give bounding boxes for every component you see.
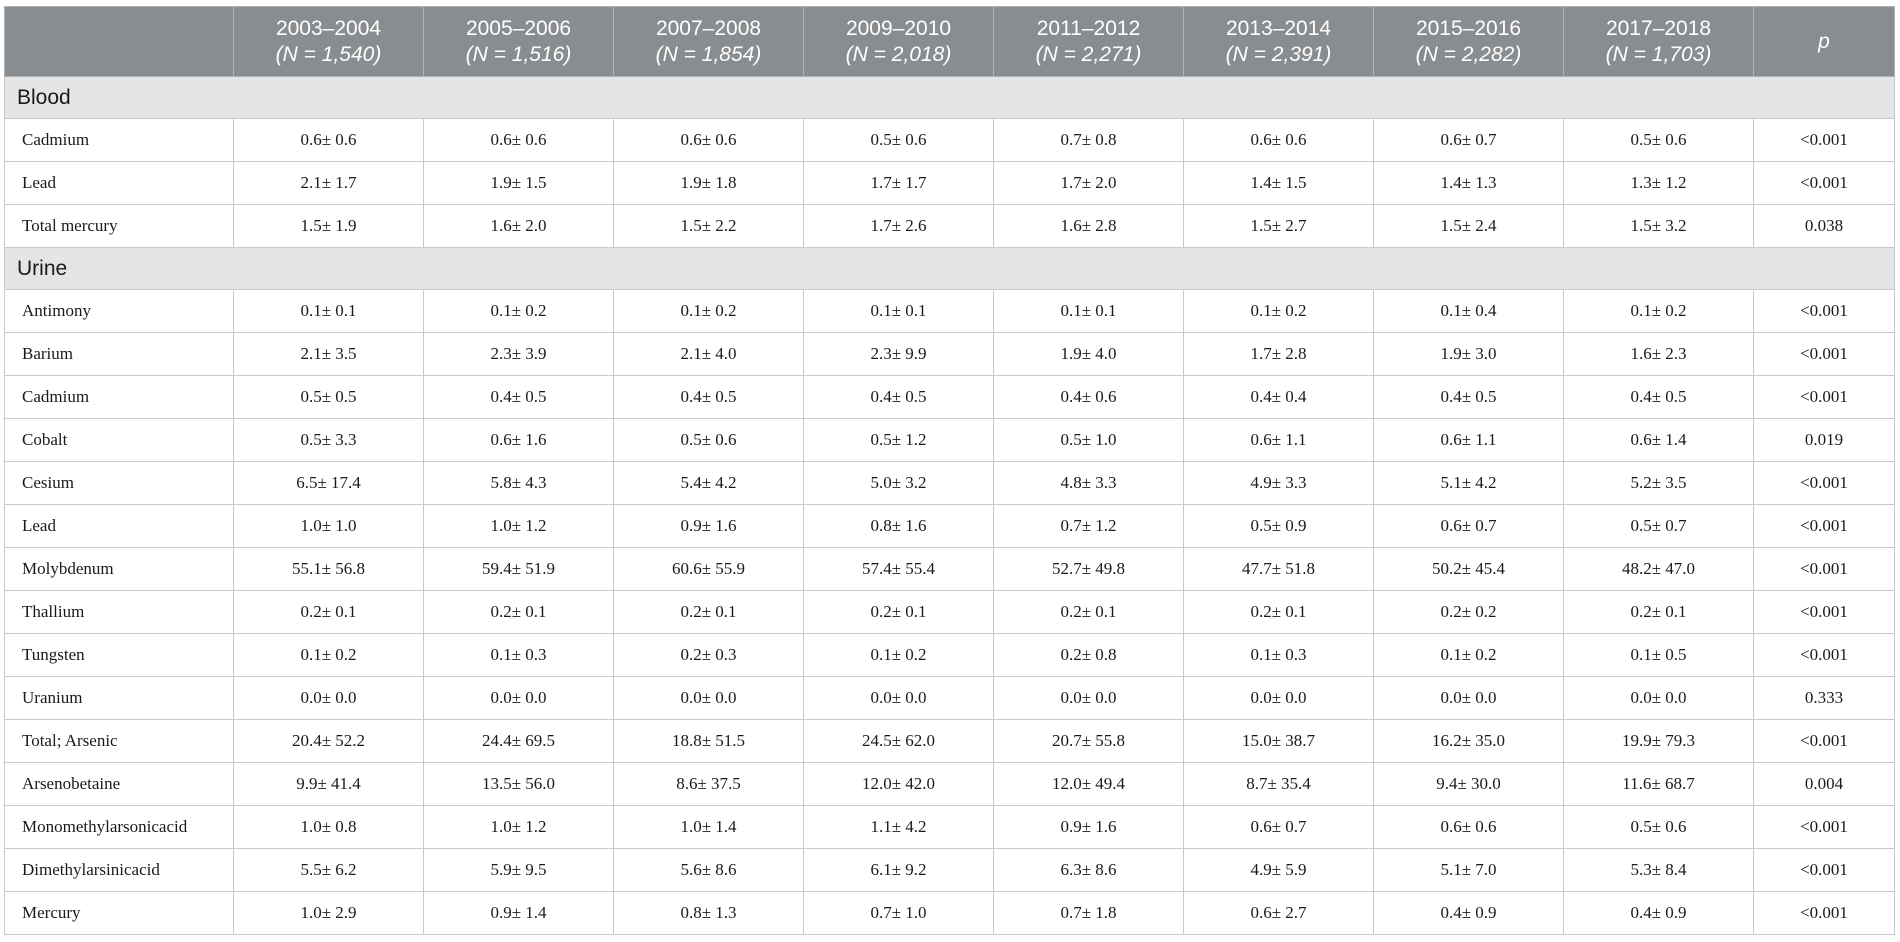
- header-sample-size: (N = 2,018): [845, 42, 952, 66]
- value-cell: 0.4± 0.6: [994, 376, 1184, 419]
- value-cell: 5.9± 9.5: [424, 849, 614, 892]
- value-cell: 0.2± 0.1: [234, 591, 424, 634]
- row-label: Cobalt: [5, 419, 234, 462]
- value-cell: 18.8± 51.5: [614, 720, 804, 763]
- value-cell: 0.1± 0.2: [1184, 290, 1374, 333]
- value-cell: 0.6± 0.7: [1374, 505, 1564, 548]
- row-label: Cesium: [5, 462, 234, 505]
- value-cell: 48.2± 47.0: [1564, 548, 1754, 591]
- value-cell: 0.5± 0.6: [614, 419, 804, 462]
- value-cell: 1.6± 2.0: [424, 205, 614, 248]
- value-cell: 0.9± 1.4: [424, 892, 614, 935]
- header-period-2009-2010: [804, 7, 994, 77]
- value-cell: 1.0± 0.8: [234, 806, 424, 849]
- p-value-cell: <0.001: [1754, 162, 1895, 205]
- value-cell: 0.2± 0.3: [614, 634, 804, 677]
- value-cell: 0.8± 1.6: [804, 505, 994, 548]
- value-cell: 4.8± 3.3: [994, 462, 1184, 505]
- header-period-2011-2012: [994, 7, 1184, 77]
- value-cell: 5.0± 3.2: [804, 462, 994, 505]
- table-row: [5, 162, 1895, 205]
- section-title: Urine: [5, 248, 1895, 290]
- metals-table-container: [4, 6, 1894, 935]
- value-cell: 0.1± 0.3: [1184, 634, 1374, 677]
- header-row: [5, 7, 1895, 77]
- row-label: Total mercury: [5, 205, 234, 248]
- header-years: 2015–2016: [1415, 16, 1522, 40]
- value-cell: 1.6± 2.3: [1564, 333, 1754, 376]
- p-value-cell: 0.004: [1754, 763, 1895, 806]
- header-sample-size: (N = 2,271): [1035, 42, 1142, 66]
- table-row: [5, 720, 1895, 763]
- table-row: [5, 849, 1895, 892]
- table-row: [5, 119, 1895, 162]
- value-cell: 0.4± 0.5: [1374, 376, 1564, 419]
- p-value-cell: <0.001: [1754, 548, 1895, 591]
- header-sample-size: (N = 2,282): [1415, 42, 1522, 66]
- header-period-2015-2016: [1374, 7, 1564, 77]
- value-cell: 5.8± 4.3: [424, 462, 614, 505]
- value-cell: 20.4± 52.2: [234, 720, 424, 763]
- header-empty-cell: [5, 7, 234, 77]
- value-cell: 2.3± 9.9: [804, 333, 994, 376]
- value-cell: 0.6± 1.1: [1374, 419, 1564, 462]
- table-row: [5, 763, 1895, 806]
- value-cell: 0.8± 1.3: [614, 892, 804, 935]
- p-value-cell: 0.333: [1754, 677, 1895, 720]
- value-cell: 1.1± 4.2: [804, 806, 994, 849]
- header-period-2007-2008: [614, 7, 804, 77]
- value-cell: 0.6± 1.1: [1184, 419, 1374, 462]
- value-cell: 1.7± 2.8: [1184, 333, 1374, 376]
- value-cell: 0.1± 0.4: [1374, 290, 1564, 333]
- value-cell: 20.7± 55.8: [994, 720, 1184, 763]
- value-cell: 4.9± 3.3: [1184, 462, 1374, 505]
- value-cell: 19.9± 79.3: [1564, 720, 1754, 763]
- value-cell: 0.0± 0.0: [1184, 677, 1374, 720]
- value-cell: 0.2± 0.1: [614, 591, 804, 634]
- row-label: Dimethylarsinicacid: [5, 849, 234, 892]
- value-cell: 5.1± 4.2: [1374, 462, 1564, 505]
- table-row: [5, 333, 1895, 376]
- value-cell: 1.4± 1.5: [1184, 162, 1374, 205]
- value-cell: 0.6± 0.6: [614, 119, 804, 162]
- value-cell: 4.9± 5.9: [1184, 849, 1374, 892]
- header-p-value: [1754, 7, 1895, 77]
- value-cell: 0.4± 0.9: [1564, 892, 1754, 935]
- value-cell: 2.3± 3.9: [424, 333, 614, 376]
- value-cell: 0.5± 0.7: [1564, 505, 1754, 548]
- value-cell: 0.1± 0.2: [234, 634, 424, 677]
- value-cell: 59.4± 51.9: [424, 548, 614, 591]
- table-row: [5, 806, 1895, 849]
- row-label: Molybdenum: [5, 548, 234, 591]
- value-cell: 0.1± 0.2: [804, 634, 994, 677]
- value-cell: 5.1± 7.0: [1374, 849, 1564, 892]
- header-sample-size: (N = 1,516): [465, 42, 572, 66]
- value-cell: 0.7± 1.0: [804, 892, 994, 935]
- header-period-2013-2014: [1184, 7, 1374, 77]
- value-cell: 5.2± 3.5: [1564, 462, 1754, 505]
- value-cell: 15.0± 38.7: [1184, 720, 1374, 763]
- value-cell: 0.5± 1.2: [804, 419, 994, 462]
- value-cell: 0.0± 0.0: [1564, 677, 1754, 720]
- p-value-cell: <0.001: [1754, 333, 1895, 376]
- table-row: [5, 892, 1895, 935]
- p-value-cell: <0.001: [1754, 376, 1895, 419]
- header-period-2003-2004: [234, 7, 424, 77]
- value-cell: 1.7± 2.0: [994, 162, 1184, 205]
- p-value-cell: <0.001: [1754, 720, 1895, 763]
- value-cell: 0.6± 0.6: [424, 119, 614, 162]
- table-body: [5, 77, 1895, 935]
- row-label: Arsenobetaine: [5, 763, 234, 806]
- value-cell: 47.7± 51.8: [1184, 548, 1374, 591]
- table-row: [5, 677, 1895, 720]
- value-cell: 5.6± 8.6: [614, 849, 804, 892]
- value-cell: 0.0± 0.0: [804, 677, 994, 720]
- value-cell: 0.1± 0.2: [614, 290, 804, 333]
- value-cell: 0.1± 0.2: [424, 290, 614, 333]
- section-row: [5, 77, 1895, 119]
- value-cell: 5.5± 6.2: [234, 849, 424, 892]
- value-cell: 50.2± 45.4: [1374, 548, 1564, 591]
- value-cell: 8.7± 35.4: [1184, 763, 1374, 806]
- value-cell: 0.1± 0.1: [234, 290, 424, 333]
- value-cell: 0.2± 0.2: [1374, 591, 1564, 634]
- row-label: Mercury: [5, 892, 234, 935]
- value-cell: 52.7± 49.8: [994, 548, 1184, 591]
- row-label: Total; Arsenic: [5, 720, 234, 763]
- value-cell: 0.6± 0.7: [1374, 119, 1564, 162]
- header-period-2005-2006: [424, 7, 614, 77]
- header-years: 2011–2012: [1036, 16, 1141, 40]
- value-cell: 5.4± 4.2: [614, 462, 804, 505]
- header-years: 2007–2008: [655, 16, 762, 40]
- value-cell: 0.6± 0.6: [234, 119, 424, 162]
- value-cell: 1.9± 1.8: [614, 162, 804, 205]
- value-cell: 0.7± 1.8: [994, 892, 1184, 935]
- value-cell: 1.0± 1.2: [424, 806, 614, 849]
- value-cell: 1.5± 2.4: [1374, 205, 1564, 248]
- p-value-cell: <0.001: [1754, 290, 1895, 333]
- value-cell: 12.0± 49.4: [994, 763, 1184, 806]
- value-cell: 1.5± 2.2: [614, 205, 804, 248]
- value-cell: 0.0± 0.0: [614, 677, 804, 720]
- value-cell: 0.4± 0.5: [424, 376, 614, 419]
- value-cell: 1.9± 3.0: [1374, 333, 1564, 376]
- row-label: Tungsten: [5, 634, 234, 677]
- value-cell: 0.6± 0.6: [1374, 806, 1564, 849]
- value-cell: 0.9± 1.6: [994, 806, 1184, 849]
- value-cell: 1.7± 2.6: [804, 205, 994, 248]
- value-cell: 0.0± 0.0: [994, 677, 1184, 720]
- value-cell: 9.9± 41.4: [234, 763, 424, 806]
- value-cell: 0.4± 0.5: [614, 376, 804, 419]
- value-cell: 0.6± 2.7: [1184, 892, 1374, 935]
- value-cell: 0.2± 0.1: [804, 591, 994, 634]
- value-cell: 1.5± 1.9: [234, 205, 424, 248]
- p-value-cell: 0.019: [1754, 419, 1895, 462]
- value-cell: 0.4± 0.5: [1564, 376, 1754, 419]
- value-cell: 0.1± 0.1: [994, 290, 1184, 333]
- header-years: 2005–2006: [465, 16, 572, 40]
- value-cell: 1.6± 2.8: [994, 205, 1184, 248]
- value-cell: 0.4± 0.5: [804, 376, 994, 419]
- value-cell: 0.2± 0.8: [994, 634, 1184, 677]
- p-value-cell: <0.001: [1754, 462, 1895, 505]
- table-row: [5, 376, 1895, 419]
- value-cell: 1.0± 1.0: [234, 505, 424, 548]
- header-years: 2009–2010: [845, 16, 952, 40]
- value-cell: 1.9± 4.0: [994, 333, 1184, 376]
- value-cell: 0.0± 0.0: [1374, 677, 1564, 720]
- value-cell: 1.5± 3.2: [1564, 205, 1754, 248]
- value-cell: 0.7± 0.8: [994, 119, 1184, 162]
- row-label: Lead: [5, 162, 234, 205]
- table-row: [5, 290, 1895, 333]
- value-cell: 6.1± 9.2: [804, 849, 994, 892]
- value-cell: 0.5± 0.9: [1184, 505, 1374, 548]
- value-cell: 2.1± 4.0: [614, 333, 804, 376]
- value-cell: 0.2± 0.1: [1184, 591, 1374, 634]
- value-cell: 5.3± 8.4: [1564, 849, 1754, 892]
- section-row: [5, 248, 1895, 290]
- value-cell: 0.5± 3.3: [234, 419, 424, 462]
- p-value-cell: 0.038: [1754, 205, 1895, 248]
- header-sample-size: (N = 1,540): [275, 42, 382, 66]
- value-cell: 0.9± 1.6: [614, 505, 804, 548]
- header-p-label: p: [1818, 29, 1830, 53]
- value-cell: 0.1± 0.2: [1564, 290, 1754, 333]
- header-years: 2003–2004: [275, 16, 382, 40]
- value-cell: 0.0± 0.0: [424, 677, 614, 720]
- row-label: Monomethylarsonicacid: [5, 806, 234, 849]
- p-value-cell: <0.001: [1754, 591, 1895, 634]
- value-cell: 1.9± 1.5: [424, 162, 614, 205]
- value-cell: 1.0± 1.4: [614, 806, 804, 849]
- value-cell: 1.4± 1.3: [1374, 162, 1564, 205]
- value-cell: 55.1± 56.8: [234, 548, 424, 591]
- value-cell: 0.5± 0.6: [1564, 806, 1754, 849]
- table-row: [5, 634, 1895, 677]
- header-sample-size: (N = 1,854): [655, 42, 762, 66]
- table-row: [5, 548, 1895, 591]
- value-cell: 0.2± 0.1: [1564, 591, 1754, 634]
- header-period-2017-2018: [1564, 7, 1754, 77]
- value-cell: 24.4± 69.5: [424, 720, 614, 763]
- value-cell: 13.5± 56.0: [424, 763, 614, 806]
- value-cell: 0.0± 0.0: [234, 677, 424, 720]
- value-cell: 0.6± 0.7: [1184, 806, 1374, 849]
- header-sample-size: (N = 1,703): [1605, 42, 1712, 66]
- value-cell: 57.4± 55.4: [804, 548, 994, 591]
- value-cell: 6.3± 8.6: [994, 849, 1184, 892]
- metals-table: [4, 6, 1895, 935]
- value-cell: 0.2± 0.1: [424, 591, 614, 634]
- value-cell: 11.6± 68.7: [1564, 763, 1754, 806]
- row-label: Antimony: [5, 290, 234, 333]
- value-cell: 0.2± 0.1: [994, 591, 1184, 634]
- value-cell: 8.6± 37.5: [614, 763, 804, 806]
- table-row: [5, 591, 1895, 634]
- value-cell: 0.1± 0.3: [424, 634, 614, 677]
- value-cell: 0.5± 0.6: [804, 119, 994, 162]
- value-cell: 1.3± 1.2: [1564, 162, 1754, 205]
- header-sample-size: (N = 2,391): [1225, 42, 1332, 66]
- value-cell: 1.0± 2.9: [234, 892, 424, 935]
- value-cell: 1.5± 2.7: [1184, 205, 1374, 248]
- value-cell: 0.4± 0.9: [1374, 892, 1564, 935]
- p-value-cell: <0.001: [1754, 634, 1895, 677]
- row-label: Uranium: [5, 677, 234, 720]
- p-value-cell: <0.001: [1754, 119, 1895, 162]
- value-cell: 0.5± 1.0: [994, 419, 1184, 462]
- value-cell: 16.2± 35.0: [1374, 720, 1564, 763]
- value-cell: 0.7± 1.2: [994, 505, 1184, 548]
- value-cell: 2.1± 3.5: [234, 333, 424, 376]
- value-cell: 0.5± 0.5: [234, 376, 424, 419]
- value-cell: 0.1± 0.1: [804, 290, 994, 333]
- value-cell: 0.1± 0.5: [1564, 634, 1754, 677]
- value-cell: 6.5± 17.4: [234, 462, 424, 505]
- value-cell: 24.5± 62.0: [804, 720, 994, 763]
- table-row: [5, 462, 1895, 505]
- row-label: Thallium: [5, 591, 234, 634]
- value-cell: 2.1± 1.7: [234, 162, 424, 205]
- header-years: 2017–2018: [1605, 16, 1712, 40]
- value-cell: 12.0± 42.0: [804, 763, 994, 806]
- p-value-cell: <0.001: [1754, 892, 1895, 935]
- table-row: [5, 205, 1895, 248]
- value-cell: 0.6± 0.6: [1184, 119, 1374, 162]
- table-row: [5, 419, 1895, 462]
- value-cell: 0.5± 0.6: [1564, 119, 1754, 162]
- value-cell: 0.6± 1.4: [1564, 419, 1754, 462]
- value-cell: 0.1± 0.2: [1374, 634, 1564, 677]
- row-label: Cadmium: [5, 376, 234, 419]
- value-cell: 60.6± 55.9: [614, 548, 804, 591]
- value-cell: 0.4± 0.4: [1184, 376, 1374, 419]
- value-cell: 1.7± 1.7: [804, 162, 994, 205]
- table-header: [5, 7, 1895, 77]
- row-label: Lead: [5, 505, 234, 548]
- p-value-cell: <0.001: [1754, 849, 1895, 892]
- p-value-cell: <0.001: [1754, 806, 1895, 849]
- row-label: Cadmium: [5, 119, 234, 162]
- table-row: [5, 505, 1895, 548]
- p-value-cell: <0.001: [1754, 505, 1895, 548]
- section-title: Blood: [5, 77, 1895, 119]
- value-cell: 1.0± 1.2: [424, 505, 614, 548]
- value-cell: 9.4± 30.0: [1374, 763, 1564, 806]
- row-label: Barium: [5, 333, 234, 376]
- value-cell: 0.6± 1.6: [424, 419, 614, 462]
- header-years: 2013–2014: [1225, 16, 1332, 40]
